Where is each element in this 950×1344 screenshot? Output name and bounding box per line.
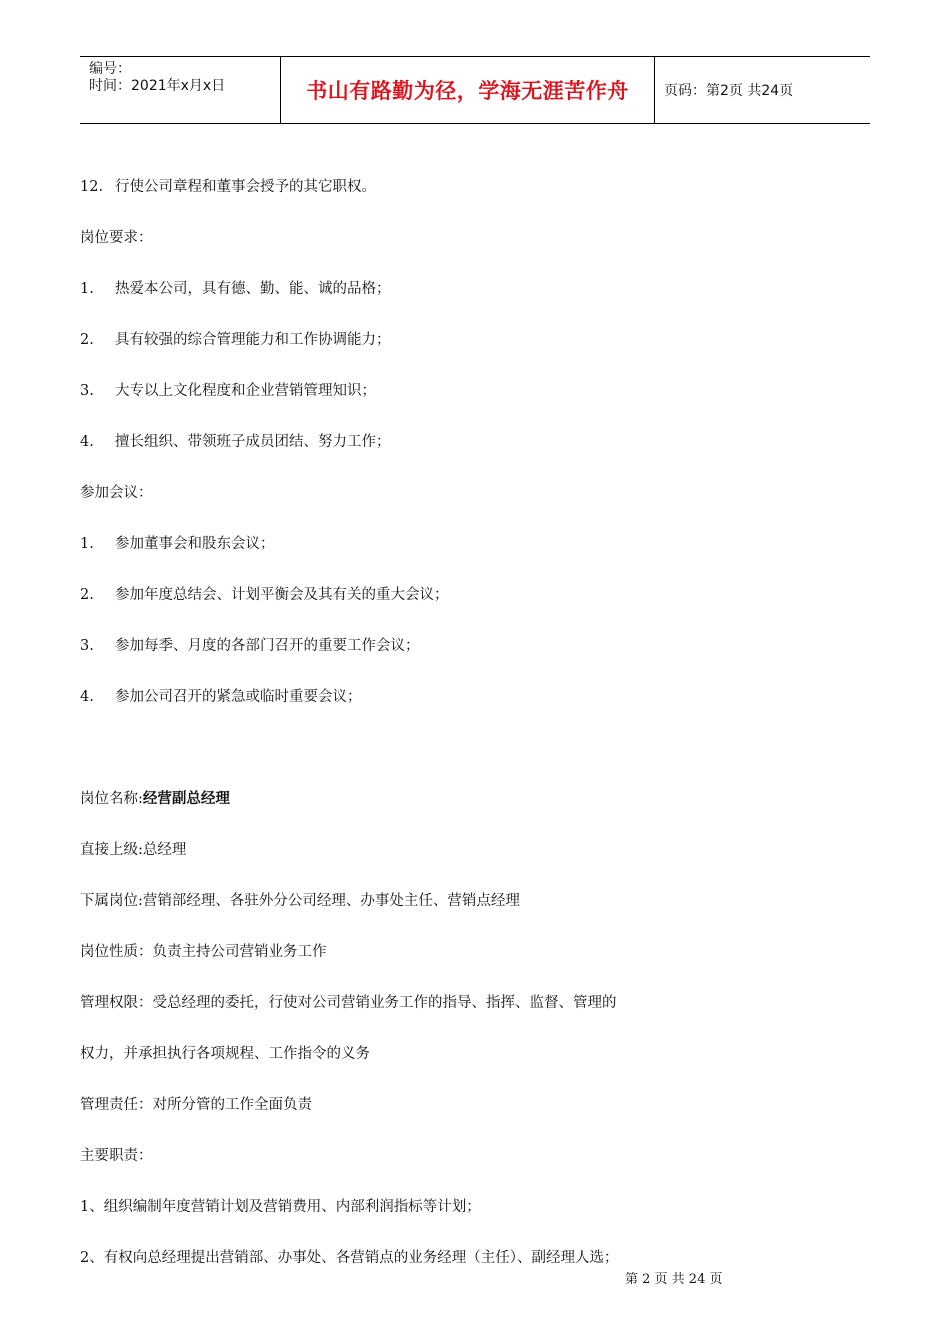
list-item: 4. 参加公司召开的紧急或临时重要会议； bbox=[80, 689, 362, 705]
doc-number-label: 编号： bbox=[89, 61, 131, 77]
doc-time-label: 时间：2021年x月x日 bbox=[89, 78, 226, 94]
direct-superior: 直接上级:总经理 bbox=[80, 842, 187, 858]
position-nature: 岗位性质：负责主持公司营销业务工作 bbox=[80, 944, 327, 960]
list-item: 1. 热爱本公司，具有德、勤、能、诚的品格； bbox=[80, 281, 391, 297]
list-item: 2. 具有较强的综合管理能力和工作协调能力； bbox=[80, 332, 391, 348]
duty-item: 2、有权向总经理提出营销部、办事处、各营销点的业务经理（主任）、副经理人选； bbox=[80, 1250, 619, 1266]
position-value: 经营副总经理 bbox=[142, 790, 230, 807]
management-authority: 管理权限：受总经理的委托，行使对公司营销业务工作的指导、指挥、监督、管理的 bbox=[80, 995, 617, 1011]
section-heading-meetings: 参加会议： bbox=[80, 485, 153, 501]
duty-item: 1、组织编制年度营销计划及营销费用、内部利润指标等计划； bbox=[80, 1199, 481, 1215]
header-meta bbox=[80, 57, 281, 123]
list-item: 3. 参加每季、月度的各部门召开的重要工作会议； bbox=[80, 638, 420, 654]
section-heading-duties: 主要职责： bbox=[80, 1148, 153, 1164]
list-item: 3. 大专以上文化程度和企业营销管理知识； bbox=[80, 383, 376, 399]
document-body bbox=[80, 172, 870, 1294]
management-authority-cont: 权力，并承担执行各项规程、工作指令的义务 bbox=[80, 1046, 370, 1062]
header-page-number: 页码：第2页 共24页 bbox=[664, 83, 794, 99]
list-item: 1. 参加董事会和股东会议； bbox=[80, 536, 275, 552]
page-footer: 第 2 页 共 24 页 bbox=[625, 1272, 723, 1287]
list-item: 12. 行使公司章程和董事会授予的其它职权。 bbox=[80, 179, 376, 195]
position-name: 岗位名称:经营副总经理 bbox=[80, 790, 230, 807]
page-header bbox=[80, 56, 870, 124]
header-slogan: 书山有路勤为径，学海无涯苦作舟 bbox=[281, 57, 655, 123]
blank-line bbox=[80, 733, 870, 784]
list-item: 2. 参加年度总结会、计划平衡会及其有关的重大会议； bbox=[80, 587, 449, 603]
subordinate-positions: 下属岗位:营销部经理、各驻外分公司经理、办事处主任、营销点经理 bbox=[80, 893, 520, 909]
list-item: 4. 擅长组织、带领班子成员团结、努力工作； bbox=[80, 434, 391, 450]
section-heading-requirements: 岗位要求： bbox=[80, 230, 153, 246]
management-responsibility: 管理责任：对所分管的工作全面负责 bbox=[80, 1097, 312, 1113]
